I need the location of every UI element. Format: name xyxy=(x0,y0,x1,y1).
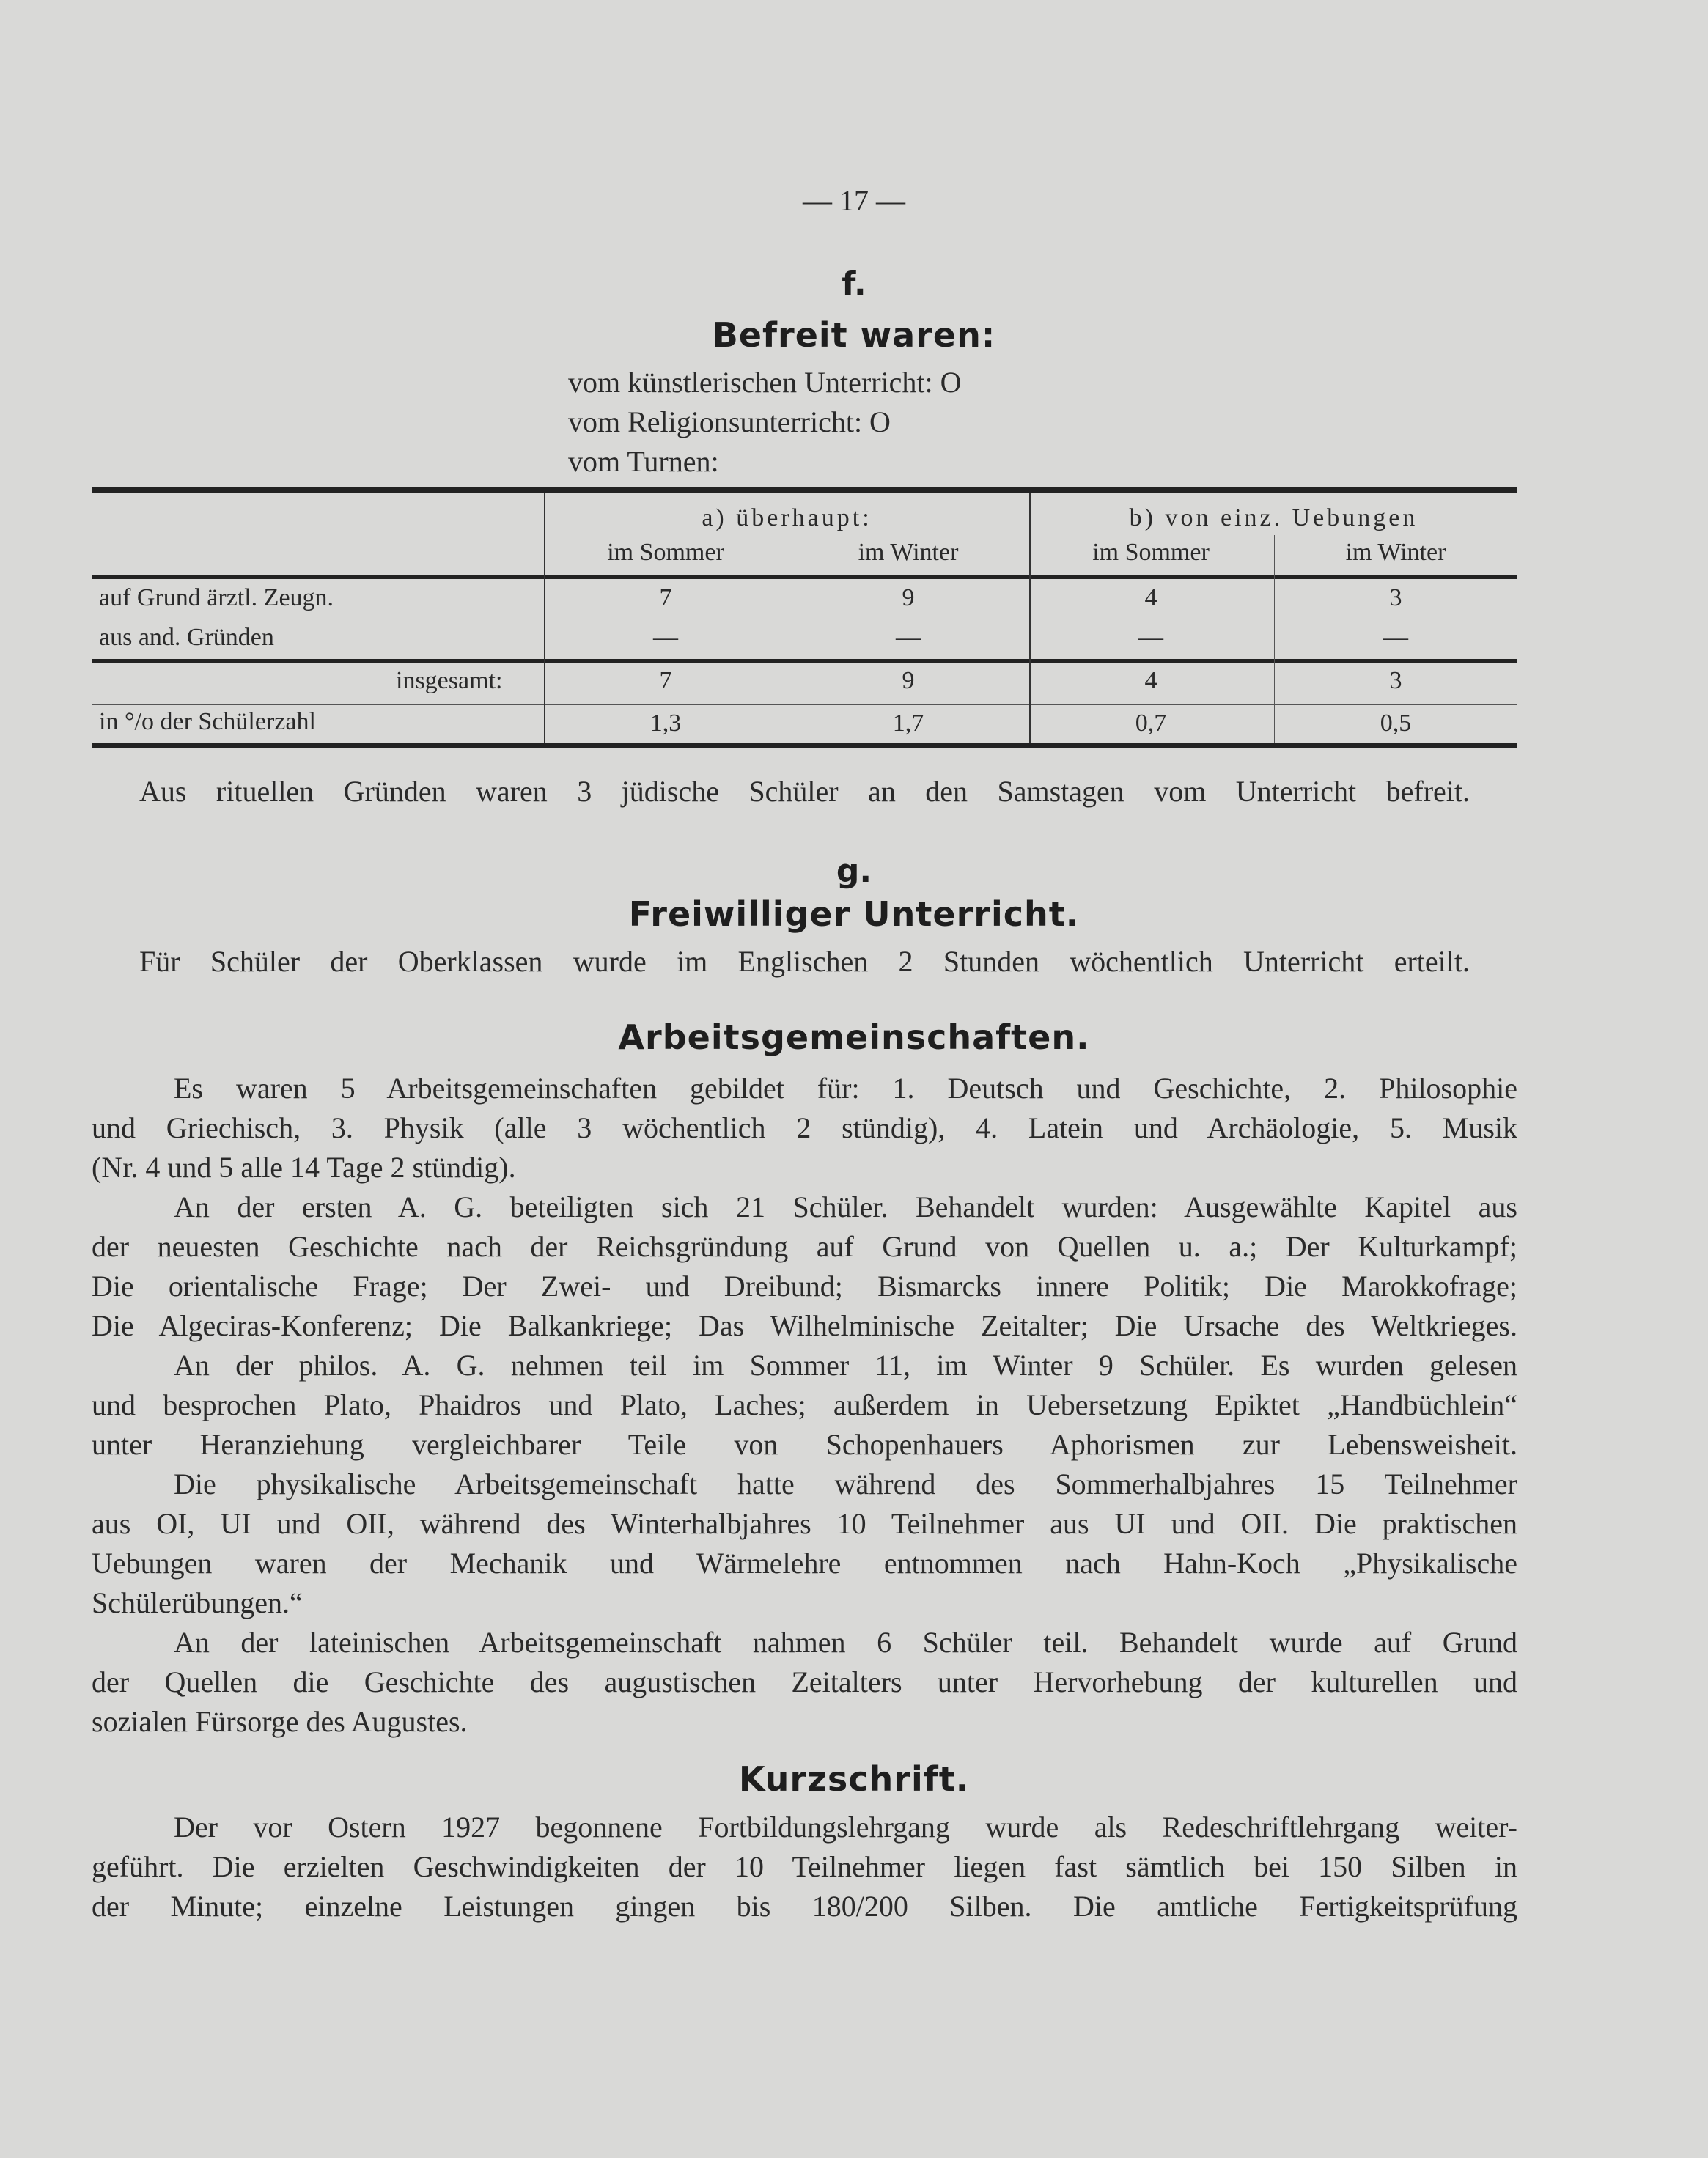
text-line: aus OI, UI und OII, während des Winterhalbjahres 10 Teilnehmer aus UI und OII. Die praktischen xyxy=(92,1507,1517,1540)
text-line: Der vor Ostern 1927 begonnene Fortbildungslehrgang wurde als Redeschriftlehrgang weiter- xyxy=(174,1811,1517,1844)
group-header-a: a) überhaupt: xyxy=(702,504,872,531)
subheader: im Winter xyxy=(1345,539,1446,566)
section-f-letter: f. xyxy=(842,265,866,303)
text-line: und besprochen Plato, Phaidros und Plato, Laches; außerdem in Uebersetzung Epiktet „Handbüchlein“ xyxy=(92,1388,1517,1421)
table-rule xyxy=(92,575,1517,579)
text-line: Uebungen waren der Mechanik und Wärmelehre entnommen nach Hahn-Koch „Physikalische xyxy=(92,1547,1517,1580)
table-cell: 1,7 xyxy=(892,710,924,737)
text-line: unter Heranziehung vergleichbarer Teile von Schopenhauers Aphorismen zur Lebensweisheit. xyxy=(92,1428,1517,1461)
section-g-title: Freiwilliger Unterricht. xyxy=(628,894,1080,934)
text-line: Es waren 5 Arbeitsgemeinschaften gebildet für: 1. Deutsch und Geschichte, 2. Philosophie xyxy=(174,1072,1517,1105)
kurzschrift-body xyxy=(92,1808,1517,1926)
text-line: geführt. Die erzielten Geschwindigkeiten der 10 Teilnehmer liegen fast sämtlich bei 150 Silben in xyxy=(92,1850,1517,1883)
section-f-title: Befreit waren: xyxy=(712,315,996,355)
befreit-note: Aus rituellen Gründen waren 3 jüdische Schüler an den Samstagen vom Unterricht befreit. xyxy=(139,775,1470,808)
table-cell: — xyxy=(896,624,921,651)
text-line: An der ersten A. G. beteiligten sich 21 Schüler. Behandelt wurden: Ausgewählte Kapitel aus xyxy=(174,1190,1517,1223)
table-cell: 7 xyxy=(659,584,672,611)
subheader: im Sommer xyxy=(1092,539,1210,566)
table-cell: — xyxy=(1383,624,1408,651)
row-label: aus and. Gründen xyxy=(99,624,274,651)
table-rule-top xyxy=(92,487,1517,493)
table-cell: — xyxy=(1138,624,1163,651)
table-rule xyxy=(92,659,1517,663)
text-line: und Griechisch, 3. Physik (alle 3 wöchentlich 2 stündig), 4. Latein und Archäologie, 5. Musik xyxy=(92,1111,1517,1144)
text-line: Die physikalische Arbeitsgemeinschaft hatte während des Sommerhalbjahres 15 Teilnehmer xyxy=(174,1467,1517,1500)
table-cell: 1,3 xyxy=(649,710,682,737)
table-cell: 9 xyxy=(902,584,915,611)
text-line: sozialen Fürsorge des Augustes. xyxy=(92,1705,468,1738)
ag-body xyxy=(92,1069,1517,1742)
subheader: im Sommer xyxy=(607,539,724,566)
text-line: der Minute; einzelne Leistungen gingen bis 180/200 Silben. Die amtliche Fertigkeitsprüfung xyxy=(92,1890,1517,1923)
text-line: der neuesten Geschichte nach der Reichsgründung auf Grund von Quellen u. a.; Der Kulturkampf; xyxy=(92,1230,1517,1263)
section-g-text: Für Schüler der Oberklassen wurde im Englischen 2 Stunden wöchentlich Unterricht erteilt. xyxy=(139,945,1470,978)
text-line: Schülerübungen.“ xyxy=(92,1586,303,1619)
text-line: der Quellen die Geschichte des augustischen Zeitalters unter Hervorhebung der kulturellen und xyxy=(92,1665,1517,1698)
page-number: — 17 — xyxy=(803,184,905,217)
text-line: An der lateinischen Arbeitsgemeinschaft nahmen 6 Schüler teil. Behandelt wurde auf Grund xyxy=(174,1626,1517,1659)
text-line: Die orientalische Frage; Der Zwei- und Dreibund; Bismarcks innere Politik; Die Marokkofrage; xyxy=(92,1270,1517,1303)
table-cell: 4 xyxy=(1144,584,1157,611)
section-g-letter: g. xyxy=(836,852,872,890)
text-line: An der philos. A. G. nehmen teil im Sommer 11, im Winter 9 Schüler. Es wurden gelesen xyxy=(174,1349,1517,1382)
table-cell: 9 xyxy=(902,667,915,694)
table-cell: 3 xyxy=(1389,667,1402,694)
row-label: in °/o der Schülerzahl xyxy=(99,708,316,735)
row-label: auf Grund ärztl. Zeugn. xyxy=(99,584,334,611)
table-cell: 0,5 xyxy=(1380,710,1412,737)
table-cell: 3 xyxy=(1389,584,1402,611)
group-header-b: b) von einz. Uebungen xyxy=(1129,504,1418,531)
table-cell: 4 xyxy=(1144,667,1157,694)
kurzschrift-title: Kurzschrift. xyxy=(738,1759,970,1799)
table-cell: 7 xyxy=(659,667,672,694)
subheader: im Winter xyxy=(858,539,959,566)
text-line: (Nr. 4 und 5 alle 14 Tage 2 stündig). xyxy=(92,1151,516,1184)
befreit-line: vom künstlerischen Unterricht: O xyxy=(568,366,962,399)
befreit-line: vom Turnen: xyxy=(568,445,719,478)
table-rule-bottom xyxy=(92,743,1517,748)
row-label: insgesamt: xyxy=(396,667,503,694)
table-rule-thin xyxy=(92,704,1517,705)
befreit-line: vom Religionsunterricht: O xyxy=(568,405,891,438)
text-line: Die Algeciras-Konferenz; Die Balkankriege; Das Wilhelminische Zeitalter; Die Ursache des Weltkrieges. xyxy=(92,1309,1517,1342)
table-cell: 0,7 xyxy=(1135,710,1167,737)
ag-title: Arbeitsgemeinschaften. xyxy=(618,1017,1090,1057)
table-cell: — xyxy=(653,624,678,651)
